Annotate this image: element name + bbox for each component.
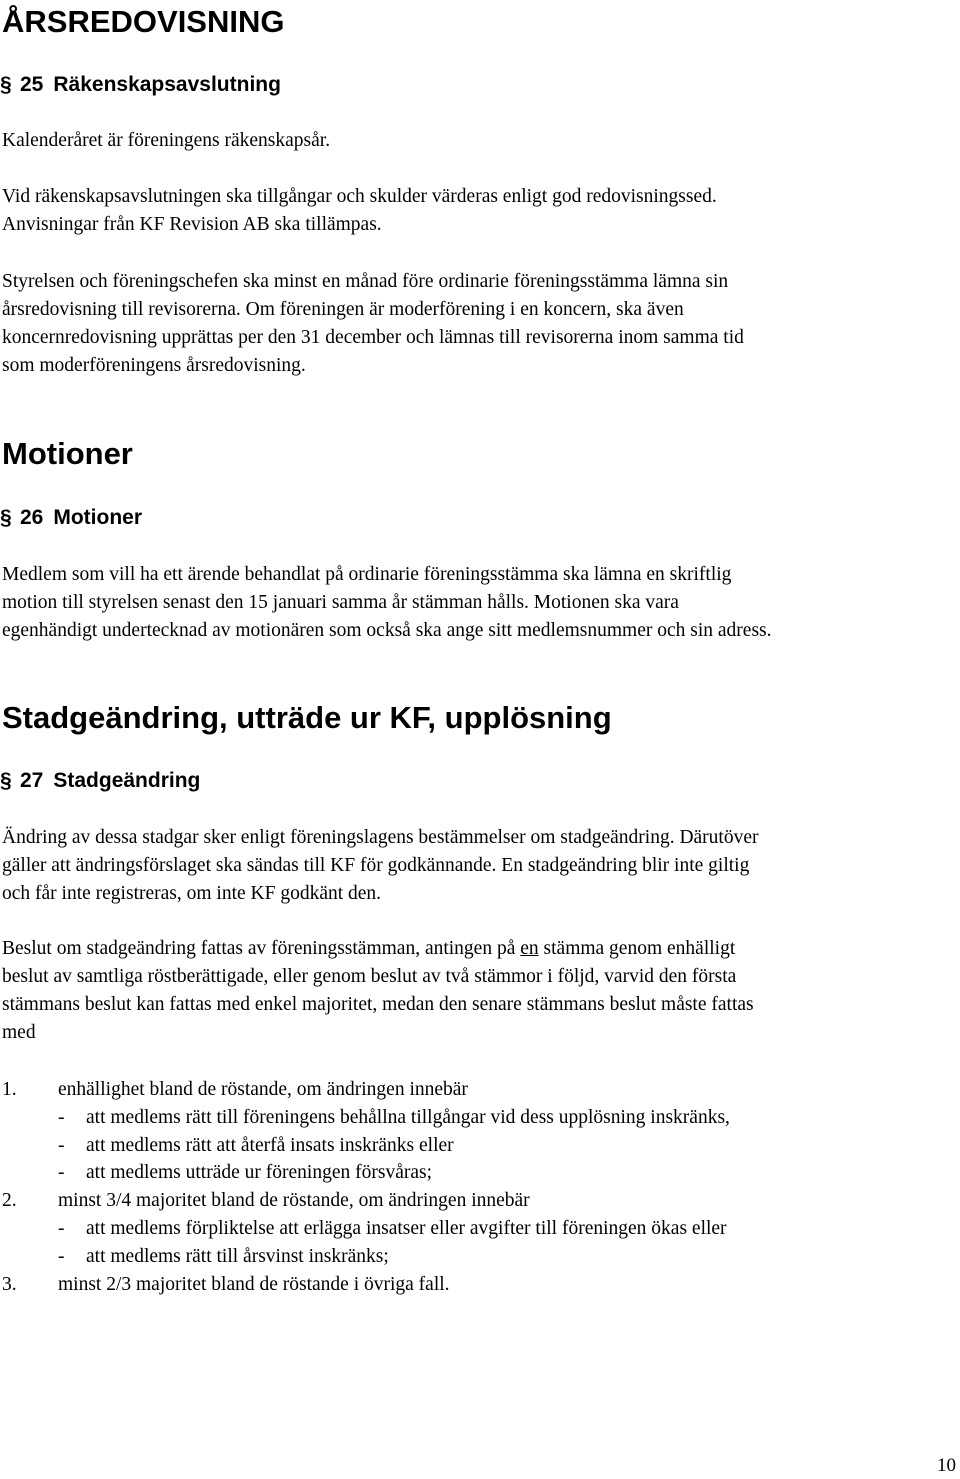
list-subitem xyxy=(2,1104,952,1132)
text-segment: Beslut om stadgeändring fattas av föreningsstämman, antingen på xyxy=(2,938,521,959)
list-item-text: enhällighet bland de röstande, om ändringen innebär xyxy=(58,1079,468,1100)
text-line xyxy=(2,935,958,963)
list-item-3 xyxy=(2,1271,952,1299)
list-subitem-text: att medlems rätt till föreningens behållna tillgångar vid dess upplösning inskränks, xyxy=(86,1106,730,1128)
heading-stadgeandring: Stadgeändring, utträde ur KF, upplösning xyxy=(2,700,612,735)
s27-paragraph-2 xyxy=(2,935,958,1047)
list-item-text: minst 3/4 majoritet bland de röstande, om ändringen innebär xyxy=(58,1190,530,1212)
section-26-heading xyxy=(0,505,142,531)
list-item-1 xyxy=(2,1076,952,1104)
s25-paragraph-3 xyxy=(2,268,958,380)
list-item-2 xyxy=(2,1187,952,1215)
section-title: Räkenskapsavslutning xyxy=(53,73,281,96)
text-line: Vid räkenskapsavslutningen ska tillgångar och skulder värderas enligt god redovisningssed. xyxy=(2,186,717,207)
text-line: gäller att ändringsförslaget ska sändas till KF för godkännande. En stadgeändring blir inte giltig xyxy=(2,855,750,876)
list-subitem-text: att medlems förpliktelse att erlägga insatser eller avgifter till föreningen ökas eller xyxy=(86,1217,727,1239)
section-27-heading xyxy=(0,768,200,794)
list-item-text: minst 2/3 majoritet bland de röstande i övriga fall. xyxy=(58,1273,450,1295)
list-subitem xyxy=(2,1243,952,1271)
text-line: koncernredovisning upprättas per den 31 december och lämnas till revisorerna inom samma tid xyxy=(2,327,744,348)
section-title: Stadgeändring xyxy=(53,769,201,792)
text-line: årsredovisning till revisorerna. Om föreningen är moderförening i en koncern, ska även xyxy=(2,299,684,320)
list-number: 2. xyxy=(2,1190,17,1212)
text-line: stämmans beslut kan fattas med enkel majoritet, medan den senare stämmans beslut måste fattas xyxy=(2,994,754,1015)
text-line: och får inte registreras, om inte KF godkänt den. xyxy=(2,883,382,904)
section-25-heading xyxy=(0,72,281,98)
text-line: Kalenderåret är föreningens räkenskapsår. xyxy=(2,130,331,151)
dash-marker: - xyxy=(58,1134,65,1156)
section-title: Motioner xyxy=(53,506,143,529)
list-subitem-text: att medlems rätt till årsvinst inskränks; xyxy=(86,1245,389,1267)
heading-motioner: Motioner xyxy=(2,436,133,471)
list-subitem-text: att medlems rätt att återfå insats inskränks eller xyxy=(86,1134,454,1156)
text-line: motion till styrelsen senast den 15 januari samma år stämman hålls. Motionen ska vara xyxy=(2,592,679,613)
text-line: som moderföreningens årsredovisning. xyxy=(2,355,306,376)
section-sign: § xyxy=(0,73,12,96)
list-subitem xyxy=(2,1132,952,1160)
list-subitem xyxy=(2,1215,952,1243)
s25-paragraph-2 xyxy=(2,183,958,239)
list-subitem-text: att medlems utträde ur föreningen försvåras; xyxy=(86,1162,433,1184)
text-line: Anvisningar från KF Revision AB ska tillämpas. xyxy=(2,214,382,235)
text-line: egenhändigt undertecknad av motionären som också ska ange sitt medlemsnummer och sin adress. xyxy=(2,620,772,641)
s25-paragraph-1 xyxy=(2,127,958,155)
section-number: 26 xyxy=(20,506,44,529)
s27-numbered-list xyxy=(2,1076,952,1298)
section-number: 27 xyxy=(20,769,44,792)
dash-marker: - xyxy=(58,1217,65,1239)
section-sign: § xyxy=(0,769,12,792)
dash-marker: - xyxy=(58,1106,65,1128)
dash-marker: - xyxy=(58,1245,65,1267)
text-line: Styrelsen och föreningschefen ska minst en månad före ordinarie föreningsstämma lämna sin xyxy=(2,271,729,292)
list-number: 3. xyxy=(2,1273,17,1295)
section-sign: § xyxy=(0,506,12,529)
page-number: 10 xyxy=(937,1455,956,1476)
list-number: 1. xyxy=(2,1079,17,1100)
dash-marker: - xyxy=(58,1162,65,1184)
s26-paragraph-1 xyxy=(2,561,958,645)
section-number: 25 xyxy=(20,73,44,96)
heading-arsredovisning: ÅRSREDOVISNING xyxy=(2,4,285,39)
text-segment: stämma genom enhälligt xyxy=(538,938,736,959)
text-line: Medlem som vill ha ett ärende behandlat på ordinarie föreningsstämma ska lämna en skriftlig xyxy=(2,564,732,585)
list-subitem xyxy=(2,1159,952,1187)
text-line: beslut av samtliga röstberättigade, eller genom beslut av två stämmor i följd, varvid den första xyxy=(2,966,737,987)
text-line: Ändring av dessa stadgar sker enligt föreningslagens bestämmelser om stadgeändring. Därutöver xyxy=(2,827,759,848)
s27-paragraph-1 xyxy=(2,824,958,908)
text-line: med xyxy=(2,1022,36,1043)
underlined-word: en xyxy=(520,938,539,959)
